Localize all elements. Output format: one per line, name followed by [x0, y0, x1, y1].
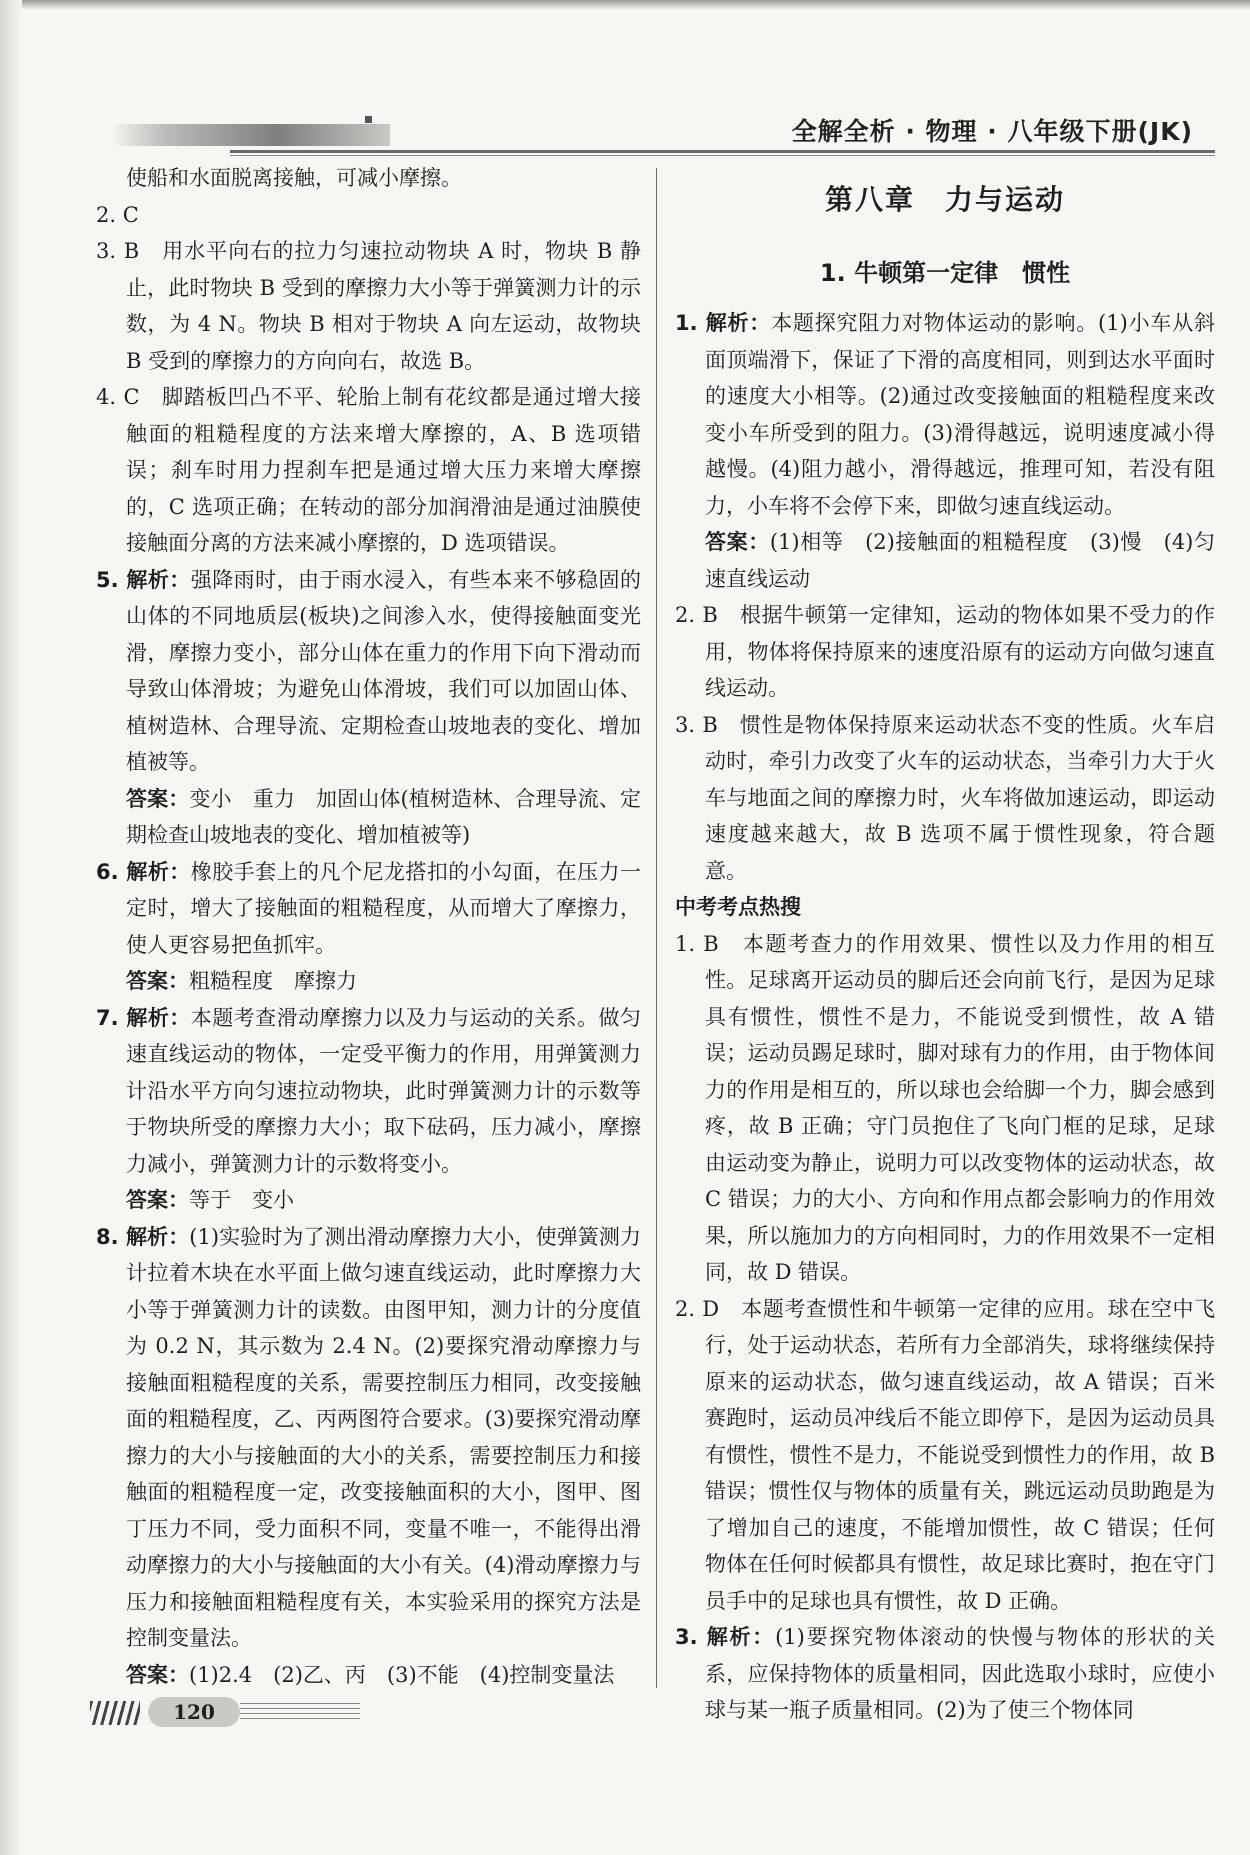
- answer-paragraph: [675, 524, 1215, 597]
- paragraph-text: 2. B 根据牛顿第一定律知，运动的物体如果不受力的作用，物体将保持原来的速度沿原有的运动方向做匀速直线运动。: [675, 603, 1215, 700]
- solution-paragraph: [675, 1619, 1215, 1729]
- header-rule: [230, 150, 1215, 153]
- answer-label: 答案：: [126, 969, 189, 993]
- right-column: [675, 160, 1215, 1729]
- paragraph-text: (1)实验时为了测出滑动摩擦力大小，使弹簧测力计拉着木块在水平面上做匀速直线运动，此时摩擦力大小等于弹簧测力计的读数。由图甲知，测力计的分度值为 0.2 N，其示数为 2.4 N。(2)要探究滑动摩擦力与接触面粗糙程度的关系，需要控制压力相同，改变接触面的粗糙程度，乙、丙两图符合要求。(3)要探究滑动摩擦力的大小与接触面的大小的关系，需要控制压力和接触面的粗糙程度一定，改变接触面积的大小，图甲、图丁压力不同，受力面积不同，变量不唯一，不能得出滑动摩擦力的大小与接触面的大小有关。(4)滑动摩擦力与压力和接触面粗糙程度有关，本实验采用的探究方法是控制变量法。: [126, 1224, 641, 1650]
- page-top-edge: [0, 0, 1250, 10]
- paragraph-text: 2. C: [96, 202, 139, 227]
- answer-paragraph: [96, 781, 641, 854]
- paragraph-text: 等于 变小: [189, 1188, 294, 1212]
- header-decoration: [110, 124, 390, 146]
- paragraph-text: 2. D 本题考查惯性和牛顿第一定律的应用。球在空中飞行，处于运动状态，若所有力全部消失，球将继续保持原来的运动状态，做匀速直线运动，故 A 错误；百米赛跑时，运动员冲线后不能立即停下，是因为运动员具有惯性，惯性不是力，不能说受到惯性力的作用，故 B 错误；惯性仅与物体的质量有关，跳远运动员助跑是为了增加自己的速度，不能增加惯性，故 C 错误；任何物体在任何时候都具有惯性，故足球比赛时，抱在守门员手中的足球也具有惯性，故 D 正确。: [675, 1296, 1215, 1613]
- footer-lines: [240, 1703, 360, 1723]
- page-number: 120: [148, 1697, 240, 1727]
- paragraph-text: 变小 重力 加固山体(植树造林、合理导流、定期检查山坡地表的变化、增加植被等): [126, 786, 641, 847]
- header-rule-thin: [230, 155, 1215, 156]
- answer-paragraph: [96, 1182, 641, 1219]
- solution-paragraph: [96, 160, 641, 197]
- solution-paragraph: [675, 707, 1215, 890]
- paragraph-text: (1)要探究物体滚动的快慢与物体的形状的关系，应保持物体的质量相同，因此选取小球时，应使小球与某一瓶子质量相同。(2)为了使三个物体同: [705, 1625, 1215, 1722]
- chapter-title: 第八章 力与运动: [824, 183, 1065, 216]
- page-footer: [90, 1697, 360, 1727]
- solution-paragraph: [675, 1291, 1215, 1620]
- solution-paragraph: [675, 305, 1215, 524]
- section-title: 1. 牛顿第一定律 惯性: [819, 258, 1071, 287]
- left-column: [96, 160, 641, 1693]
- solution-paragraph: [96, 1219, 641, 1657]
- paragraph-text: 使船和水面脱离接触，可减小摩擦。: [126, 166, 462, 190]
- header-decoration-dot: [365, 116, 372, 123]
- solution-paragraph: [675, 926, 1215, 1291]
- solution-paragraph: [96, 1000, 641, 1183]
- answer-label: 答案：: [126, 786, 190, 811]
- paragraph-text: 本题考查滑动摩擦力以及力与运动的关系。做匀速直线运动的物体，一定受平衡力的作用，用弹簧测力计沿水平方向匀速拉动物块，此时弹簧测力计的示数等于物块所受的摩擦力大小；取下砝码，压力减小，摩擦力减小，弹簧测力计的示数将变小。: [126, 1005, 641, 1176]
- analysis-label: 5. 解析：: [96, 567, 191, 592]
- paragraph-text: (1)2.4 (2)乙、丙 (3)不能 (4)控制变量法: [189, 1662, 615, 1687]
- answer-paragraph: [96, 1657, 641, 1694]
- page-binding-shadow: [0, 0, 22, 1855]
- answer-label: 答案：: [705, 530, 770, 554]
- paragraph-text: 粗糙程度 摩擦力: [189, 969, 357, 993]
- paragraph-text: 3. B 用水平向右的拉力匀速拉动物块 A 时，物块 B 静止，此时物块 B 受到的摩擦力大小等于弹簧测力计的示数，为 4 N。物块 B 相对于物块 A 向左运动，故物块 B 受到的摩擦力的方向向右，故选 B。: [96, 239, 641, 373]
- header-title: 全解全析 · 物理 · 八年级下册(JK): [791, 117, 1193, 146]
- paragraph-text: 强降雨时，由于雨水浸入，有些本来不够稳固的山体的不同地质层(板块)之间渗入水，使得接触面变光滑，摩擦力变小，部分山体在重力的作用下向下滑动而导致山体滑坡；为避免山体滑坡，我们可以加固山体、植树造林、合理导流、定期检查山坡地表的变化、增加植被等。: [126, 567, 641, 774]
- solution-paragraph: [96, 233, 641, 379]
- footer-decoration: [90, 1701, 140, 1725]
- solution-paragraph: [96, 562, 641, 781]
- analysis-label: 8. 解析：: [96, 1224, 190, 1249]
- right-column-items: [675, 305, 1215, 1729]
- analysis-label: 7. 解析：: [96, 1005, 191, 1030]
- paragraph-text: 橡胶手套上的凡个尼龙搭扣的小勾面，在压力一定时，增大了接触面的粗糙程度，从而增大了摩擦力，使人更容易把鱼抓牢。: [126, 859, 641, 957]
- solution-paragraph: [96, 197, 641, 234]
- paragraph-text: 1. B 本题考查力的作用效果、惯性以及力作用的相互性。足球离开运动员的脚后还会向前飞行，是因为足球具有惯性，惯性不是力，不能说受到惯性，故 A 错误；运动员踢足球时，脚对球有力的作用，由于物体间力的作用是相互的，所以球也会给脚一个力，脚会感到疼，故 B 正确；守门员抱住了飞向门框的足球，足球由运动变为静止，说明力可以改变物体的运动状态，故 C 错误；力的大小、方向和作用点都会影响力的作用效果，所以施加力的方向相同时，力的作用效果不一定相同，故 D 错误。: [675, 931, 1215, 1284]
- page-header: [110, 112, 1215, 158]
- answer-label: 答案：: [126, 1188, 189, 1212]
- column-divider: [656, 168, 657, 1688]
- section-subheading: 中考考点热搜: [675, 895, 801, 919]
- answer-label: 答案：: [126, 1662, 189, 1687]
- paragraph-text: 4. C 脚踏板凹凸不平、轮胎上制有花纹都是通过增大接触面的粗糙程度的方法来增大摩擦的，A、B 选项错误；刹车时用力捏刹车把是通过增大压力来增大摩擦的，C 选项正确；在转动的部分加润滑油是通过油膜使接触面分离的方法来减小摩擦的，D 选项错误。: [96, 385, 641, 555]
- paragraph-text: (1)相等 (2)接触面的粗糙程度 (3)慢 (4)匀速直线运动: [705, 530, 1215, 591]
- analysis-label: 6. 解析：: [96, 859, 191, 884]
- solution-paragraph: [96, 854, 641, 964]
- paragraph-text: 3. B 惯性是物体保持原来运动状态不变的性质。火车启动时，牵引力改变了火车的运动状态，当牵引力大于火车与地面之间的摩擦力时，火车将做加速运动，即运动速度越来越大，故 B 选项不属于惯性现象，符合题意。: [675, 712, 1215, 883]
- analysis-label: 3. 解析：: [675, 1625, 776, 1649]
- solution-paragraph: [675, 597, 1215, 707]
- paragraph-text: 本题探究阻力对物体运动的影响。(1)小车从斜面顶端滑下，保证了下滑的高度相同，则到达水平面时的速度大小相等。(2)通过改变接触面的粗糙程度来改变小车所受到的阻力。(3)滑得越远，说明速度减小得越慢。(4)阻力越小，滑得越远，推理可知，若没有阻力，小车将不会停下来，即做匀速直线运动。: [705, 311, 1215, 518]
- answer-paragraph: [96, 963, 641, 1000]
- analysis-label: 1. 解析：: [675, 311, 772, 335]
- solution-paragraph: [96, 379, 641, 562]
